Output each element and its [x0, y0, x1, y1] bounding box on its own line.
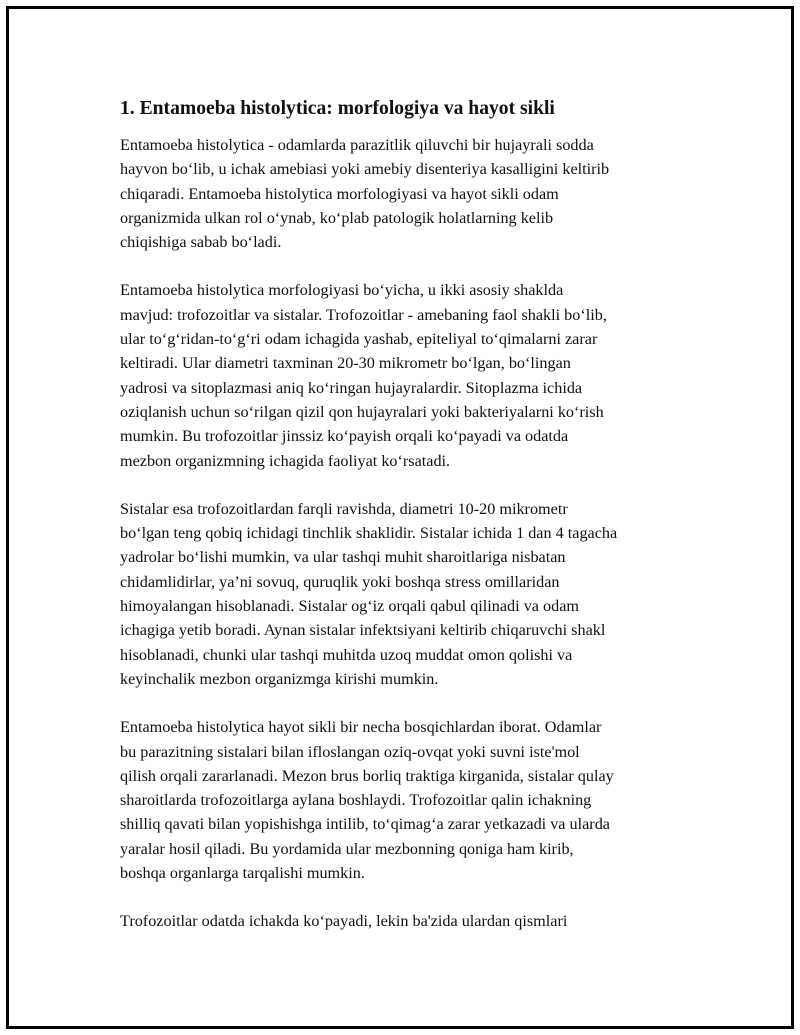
text-line: qilish orqali zararlanadi. Mezon brus borliq traktiga kirganida, sistalar qulay — [120, 766, 614, 785]
text-line: Entamoeba histolytica hayot sikli bir necha bosqichlardan iborat. Odamlar — [120, 718, 602, 737]
text-line: ichagiga yetib boradi. Aynan sistalar infektsiyani keltirib chiqaruvchi shakl — [120, 621, 606, 640]
document-title: 1. Entamoeba histolytica: morfologiya va hayot sikli — [120, 98, 555, 119]
paragraph — [120, 497, 690, 691]
text-line: chiqishiga sabab boʻladi. — [120, 233, 282, 252]
text-line: bu parazitning sistalari bilan ifloslangan oziq-ovqat yoki suvni iste'mol — [120, 742, 580, 761]
paragraph — [120, 133, 690, 254]
text-line: keyinchalik mezbon organizmga kirishi mumkin. — [120, 669, 439, 688]
text-line: hisoblanadi, chunki ular tashqi muhitda uzoq muddat omon qolishi va — [120, 645, 573, 664]
text-line: oziqlanish uchun soʻrilgan qizil qon hujayralari yoki bakteriyalarni koʻrish — [120, 402, 604, 421]
text-line: keltiradi. Ular diametri taxminan 20-30 mikrometr boʻlgan, boʻlingan — [120, 354, 571, 373]
page-frame — [6, 6, 794, 1029]
text-line: hayvon boʻlib, u ichak amebiasi yoki amebiy disenteriya kasalligini keltirib — [120, 160, 610, 179]
text-line: mavjud: trofozoitlar va sistalar. Trofozoitlar - amebaning faol shakli boʻlib, — [120, 305, 607, 324]
paragraph — [120, 715, 690, 885]
text-line: boʻlgan teng qobiq ichidagi tinchlik shaklidir. Sistalar ichida 1 dan 4 tagacha — [120, 524, 618, 543]
paragraphs-container — [120, 133, 690, 934]
text-line: chiqaradi. Entamoeba histolytica morfologiyasi va hayot sikli odam — [120, 184, 559, 203]
text-line: ular toʻgʻridan-toʻgʻri odam ichagida yashab, epiteliyal toʻqimalarni zarar — [120, 330, 598, 349]
text-line: mumkin. Bu trofozoitlar jinssiz koʻpayish orqali koʻpayadi va odatda — [120, 427, 569, 446]
text-line: mezbon organizmning ichagida faoliyat koʻrsatadi. — [120, 451, 451, 470]
paragraph — [120, 278, 690, 472]
text-line: shilliq qavati bilan yopishishga intilib, toʻqimagʻa zarar yetkazadi va ularda — [120, 815, 610, 834]
text-line: boshqa organlarga tarqalishi mumkin. — [120, 864, 365, 883]
text-line: Entamoeba histolytica morfologiyasi boʻyicha, u ikki asosiy shaklda — [120, 281, 564, 300]
text-line: himoyalangan hisoblanadi. Sistalar ogʻiz orqali qabul qilinadi va odam — [120, 597, 579, 616]
text-line: Sistalar esa trofozoitlardan farqli ravishda, diametri 10-20 mikrometr — [120, 499, 568, 518]
text-line: yaralar hosil qiladi. Bu yordamida ular mezbonning qoniga ham kirib, — [120, 839, 574, 858]
text-line: Trofozoitlar odatda ichakda koʻpayadi, lekin ba'zida ulardan qismlari — [120, 912, 568, 931]
text-line: yadrolar boʻlishi mumkin, va ular tashqi muhit sharoitlariga nisbatan — [120, 548, 566, 567]
text-line: chidamlidirlar, ya’ni sovuq, quruqlik yoki boshqa stress omillaridan — [120, 572, 560, 591]
text-line: sharoitlarda trofozoitlarga aylana boshlaydi. Trofozoitlar qalin ichakning — [120, 791, 592, 810]
paragraph — [120, 909, 690, 933]
document-body — [120, 95, 690, 958]
text-line: organizmida ulkan rol oʻynab, koʻplab patologik holatlarning kelib — [120, 208, 554, 227]
text-line: Entamoeba histolytica - odamlarda parazitlik qiluvchi bir hujayrali sodda — [120, 136, 594, 154]
text-line: yadrosi va sitoplazmasi aniq koʻringan hujayralardir. Sitoplazma ichida — [120, 378, 583, 397]
